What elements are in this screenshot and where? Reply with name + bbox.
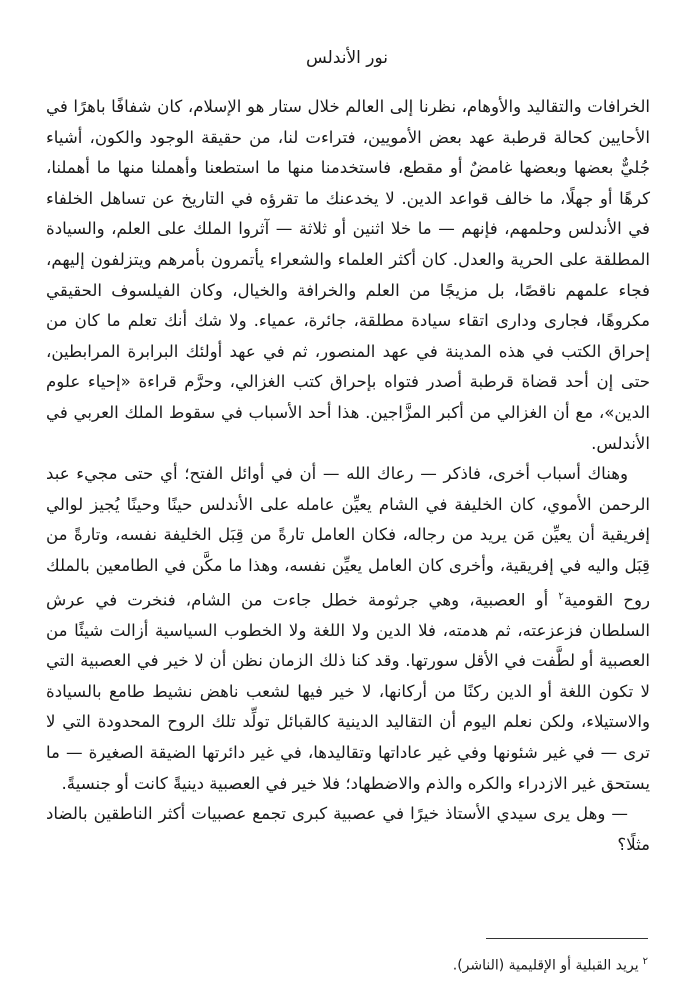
paragraph-2-part-1: وهناك أسباب أخرى، فاذكر — رعاك الله — أن في أوائل الفتح؛ أي حتى مجيء عبد الرحمن الأموي، كان الخليفة في الشام يعيِّن عامله على الأندلس حينًا وحينًا يُجيز لوالي إفريقية أن يعيِّن مَن يريد من رجاله، فكان العامل تارةً من قِبَل الخليفة نفسه، وتارةً من قِبَل واليه في إفريقية، وأخرى كان العامل يعيِّن نفسه، وهذا ما مكَّن في الطامعين بالملك روح القومية [46,464,651,610]
running-title: نور الأندلس [305,48,389,68]
footnote-separator [486,938,648,939]
paragraph-2-part-2: أو العصبية، وهي جرثومة خطل جاءت من الشام، فنخرت في عرش السلطان فزعزعته، ثم هدمته، فلا الدين ولا اللغة ولا الخطوب السياسية أزالت شيئًا من العصبية أو لطَّفت في الأقل سورتها. وقد كنا ذلك الزمان نظن أن لا خير في العصبية التي لا تكون اللغة أو الدين ركنًا من أركانها، لا خير فيها لشعب ناهض نشيط طامع بالسيادة والاستيلاء، ولكن نعلم اليوم أن التقاليد الدينية كالقبائل تولِّد تلك الروح المحدودة التي لا ترى — في غير شئونها وفي غير عاداتها وتقاليدها، في غير دائرتها الضيقة الصغيرة — ما يستحق غير الازدراء والكره والذم والاضطهاد؛ فلا خير في العصبية دينيةً كانت أو جنسيةً. [46,590,650,793]
footnote-reference[interactable]: ٢ [558,590,564,602]
footnote [44,952,648,976]
footnote-marker: ٢ [642,956,648,967]
body-text [46,92,650,860]
footnote-text: يريد القبلية أو الإقليمية (الناشر). [452,957,639,974]
paragraph-3-dialogue: — وهل يرى سيدي الأستاذ خيرًا في عصبية كبرى تجمع عصبيات أكثر الناطقين بالضاد مثلًا؟ [46,804,650,854]
paragraph-2 [46,459,650,799]
paragraph-1: الخرافات والتقاليد والأوهام، نظرنا إلى العالم خلال ستار هو الإسلام، كان شفافًا باهرًا في الأحايين كحالة قرطبة عهد بعض الأمويين، فتراءت لنا، من حقيقة الوجود والكون، أشياء جُليٌّ بعضها وبعضها غامضٌ أو مقطع، فاستخدمنا منها ما استطعنا وأهملنا منها ما أهملنا، كرهًا أو جهلًا، ما خالف قواعد الدين. لا يخدعنك ما تقرؤه في التاريخ عن تساهل الخلفاء في الأندلس وحلمهم، فإنهم — ما خلا اثنين أو ثلاثة — آثروا الملك على العلم، والسيادة المطلقة على الحرية والعدل. كان أكثر العلماء والشعراء يأتمرون بأمرهم ويتزلفون إليهم، فجاء علمهم ناقصًا، بل مزيجًا من العلم والخرافة والخيال، وكان الفيلسوف الحقيقي مكروهًا، فجارى ودارى اتقاء سيادة مطلقة، جائرة، عمياء. ولا شك أنك تعلم ما كان من إحراق الكتب في هذه المدينة في عهد المنصور، ثم في عهد أولئك البرابرة المرابطين، حتى إن أحد قضاة قرطبة أصدر فتواه بإحراق كتب الغزالي، وحرَّم قراءة «إحياء علوم الدين»، مع أن الغزالي من أكبر المزَّاجين. هذا أحد الأسباب في سقوط الملك العربي في الأندلس. [46,97,650,453]
